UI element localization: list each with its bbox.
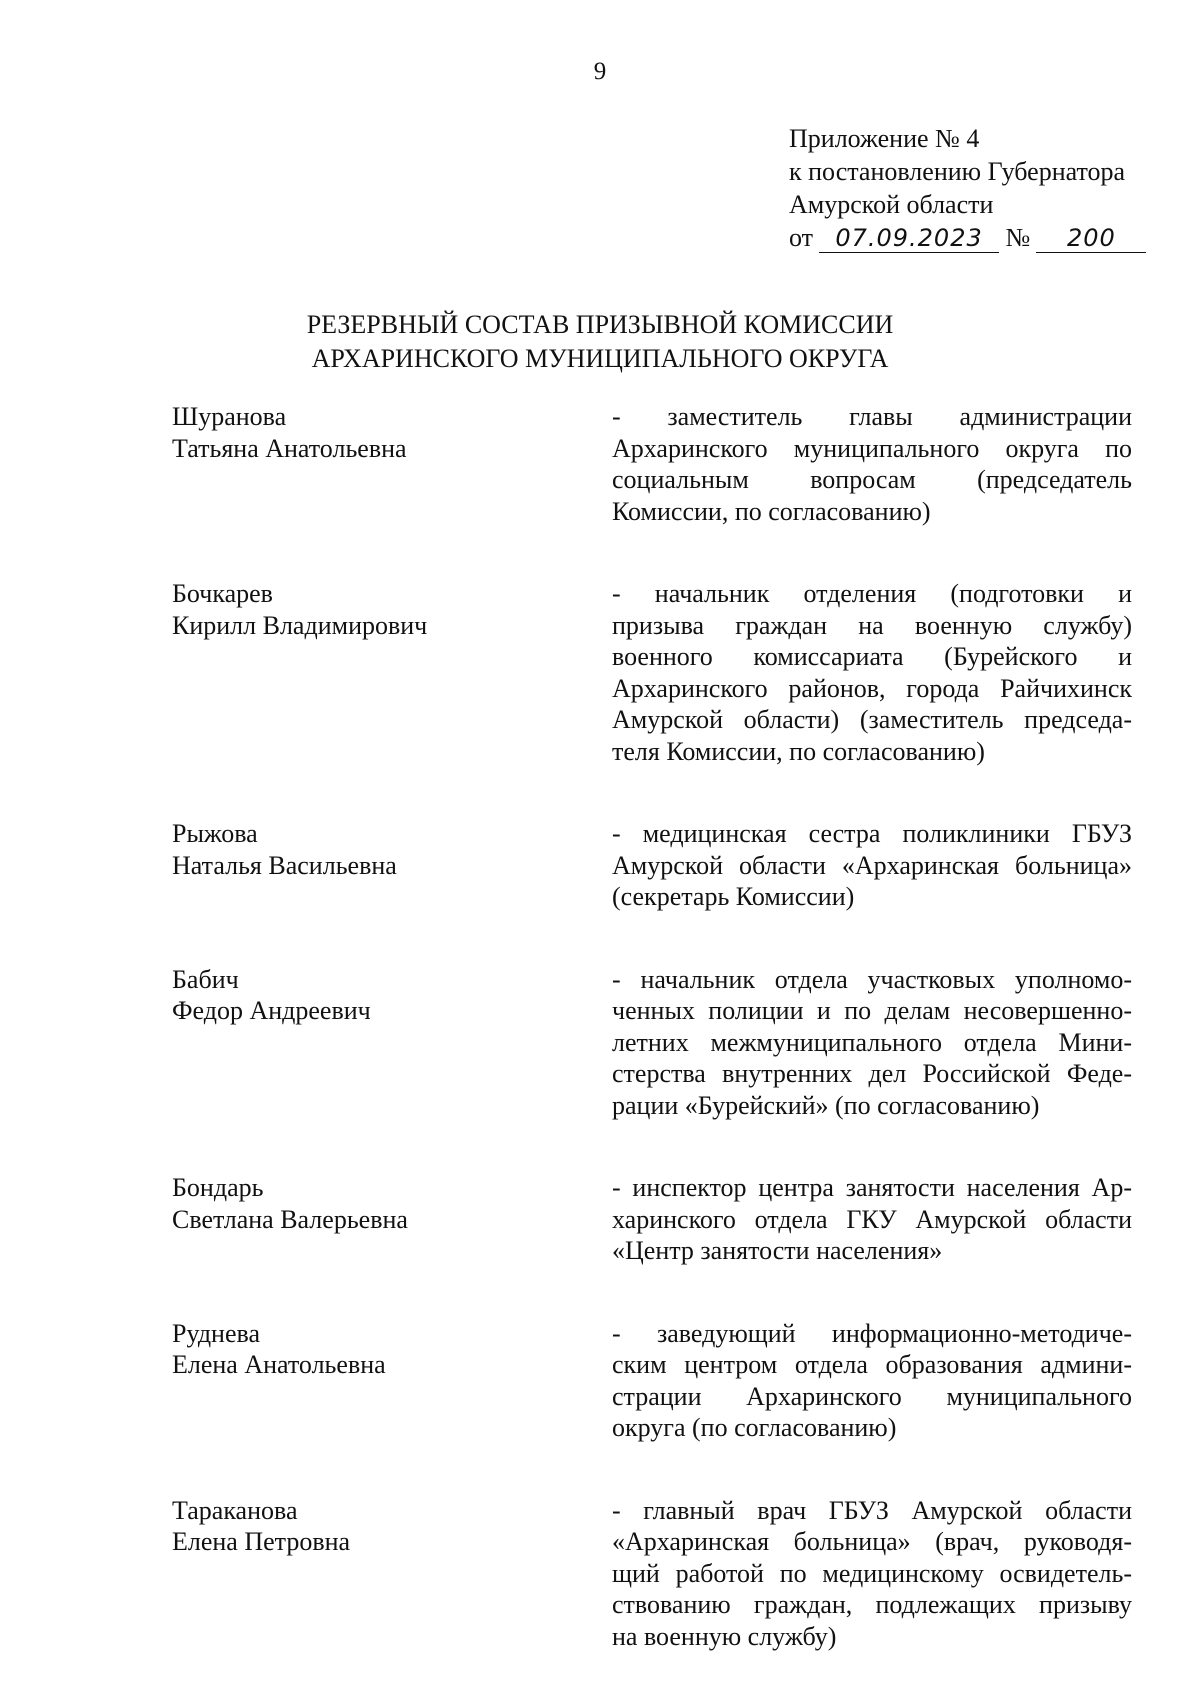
member-role-line: Архаринского районов, города Райчихинск	[612, 673, 1132, 703]
member-entry	[172, 964, 1132, 1122]
member-entry	[172, 1495, 1132, 1653]
member-given-names: Татьяна Анатольевна	[172, 433, 407, 463]
member-name	[172, 1172, 612, 1267]
member-role	[612, 818, 1132, 913]
member-entry	[172, 1318, 1132, 1444]
member-role-line: щий работой по медицинскому освидетель-	[612, 1558, 1132, 1588]
annex-number-prefix: №	[1005, 223, 1031, 252]
annex-region: Амурской области	[789, 190, 994, 219]
annex-date-prefix: от	[789, 223, 814, 252]
member-role-line: страции Архаринского муниципального	[612, 1381, 1132, 1411]
member-role-line: военного комиссариата (Бурейского и	[612, 642, 1132, 671]
page-number: 9	[593, 58, 607, 85]
member-role	[612, 401, 1132, 527]
handwritten-date: 07.09.2023	[819, 224, 999, 253]
member-given-names: Кирилл Владимирович	[172, 610, 428, 640]
member-role-line: летних межмуниципального отдела Мини-	[612, 1027, 1132, 1057]
member-role-line: ствованию граждан, подлежащих призыву	[612, 1590, 1132, 1619]
member-role-line: призыва граждан на военную службу)	[612, 610, 1132, 640]
member-role-line: (секретарь Комиссии)	[612, 882, 855, 911]
member-name	[172, 818, 612, 913]
member-surname: Руднева	[172, 1318, 260, 1348]
member-role-line: - инспектор центра занятости населения Ар-	[612, 1173, 1132, 1202]
member-surname: Бабич	[172, 964, 239, 994]
member-name	[172, 964, 612, 1122]
member-role-line: харинского отдела ГКУ Амурской области	[612, 1204, 1132, 1234]
member-role-line: «Архаринская больница» (врач, руководя-	[612, 1527, 1132, 1556]
member-name	[172, 1495, 612, 1653]
member-role-line: Комиссии, по согласованию)	[612, 496, 931, 526]
member-entry	[172, 818, 1132, 913]
title-line-2: АРХАРИНСКОГО МУНИЦИПАЛЬНОГО ОКРУГА	[311, 344, 889, 373]
member-role-line: Архаринского муниципального округа по	[612, 433, 1132, 463]
member-role-line: - главный врач ГБУЗ Амурской области	[612, 1495, 1132, 1525]
member-role-line: на военную службу)	[612, 1621, 837, 1651]
annex-title: Приложение № 4	[789, 124, 980, 153]
member-role-line: - медицинская сестра поликлиники ГБУЗ	[612, 819, 1132, 848]
member-role-line: Амурской области «Архаринская больница»	[612, 850, 1132, 880]
member-role-line: - заведующий информационно-методиче-	[612, 1318, 1132, 1348]
annex-reference: к постановлению Губернатора	[789, 157, 1126, 186]
member-role-line: стерства внутренних дел Российской Феде-	[612, 1059, 1132, 1088]
annex-date-number	[789, 221, 1169, 254]
member-surname: Тараканова	[172, 1495, 298, 1525]
member-entry	[172, 401, 1132, 527]
document-title	[0, 308, 1200, 376]
member-given-names: Елена Петровна	[172, 1527, 351, 1556]
member-role	[612, 578, 1132, 767]
title-line-1: РЕЗЕРВНЫЙ СОСТАВ ПРИЗЫВНОЙ КОМИССИИ	[306, 310, 894, 339]
member-surname: Шуранова	[172, 402, 287, 431]
member-entry	[172, 1172, 1132, 1267]
member-role-line: - начальник отделения (подготовки и	[612, 579, 1132, 608]
handwritten-number: 200	[1036, 224, 1146, 253]
member-role-line: - заместитель главы администрации	[612, 402, 1132, 431]
member-name	[172, 401, 612, 527]
member-role	[612, 1318, 1132, 1444]
member-given-names: Наталья Васильевна	[172, 850, 397, 880]
member-surname: Бочкарев	[172, 579, 273, 608]
member-role-line: «Центр занятости населения»	[612, 1236, 943, 1265]
member-role-line: Амурской области) (заместитель председа-	[612, 705, 1132, 734]
member-role-line: рации «Бурейский» (по согласованию)	[612, 1090, 1040, 1120]
member-given-names: Федор Андреевич	[172, 996, 371, 1025]
member-name	[172, 1318, 612, 1444]
member-role-line: - начальник отдела участковых уполномо-	[612, 964, 1132, 994]
member-given-names: Елена Анатольевна	[172, 1350, 386, 1379]
member-role	[612, 1172, 1132, 1267]
member-name	[172, 578, 612, 767]
member-role-line: теля Комиссии, по согласованию)	[612, 736, 985, 766]
members-list	[172, 401, 1132, 1652]
member-entry	[172, 578, 1132, 767]
member-surname: Бондарь	[172, 1173, 264, 1202]
annex-block	[789, 122, 1169, 254]
member-role	[612, 1495, 1132, 1653]
member-role-line: ским центром отдела образования админи-	[612, 1350, 1132, 1379]
member-surname: Рыжова	[172, 819, 258, 848]
member-role	[612, 964, 1132, 1122]
member-given-names: Светлана Валерьевна	[172, 1204, 408, 1234]
member-role-line: ченных полиции и по делам несовершенно-	[612, 996, 1132, 1025]
member-role-line: социальным вопросам (председатель	[612, 465, 1132, 494]
member-role-line: округа (по согласованию)	[612, 1413, 897, 1442]
